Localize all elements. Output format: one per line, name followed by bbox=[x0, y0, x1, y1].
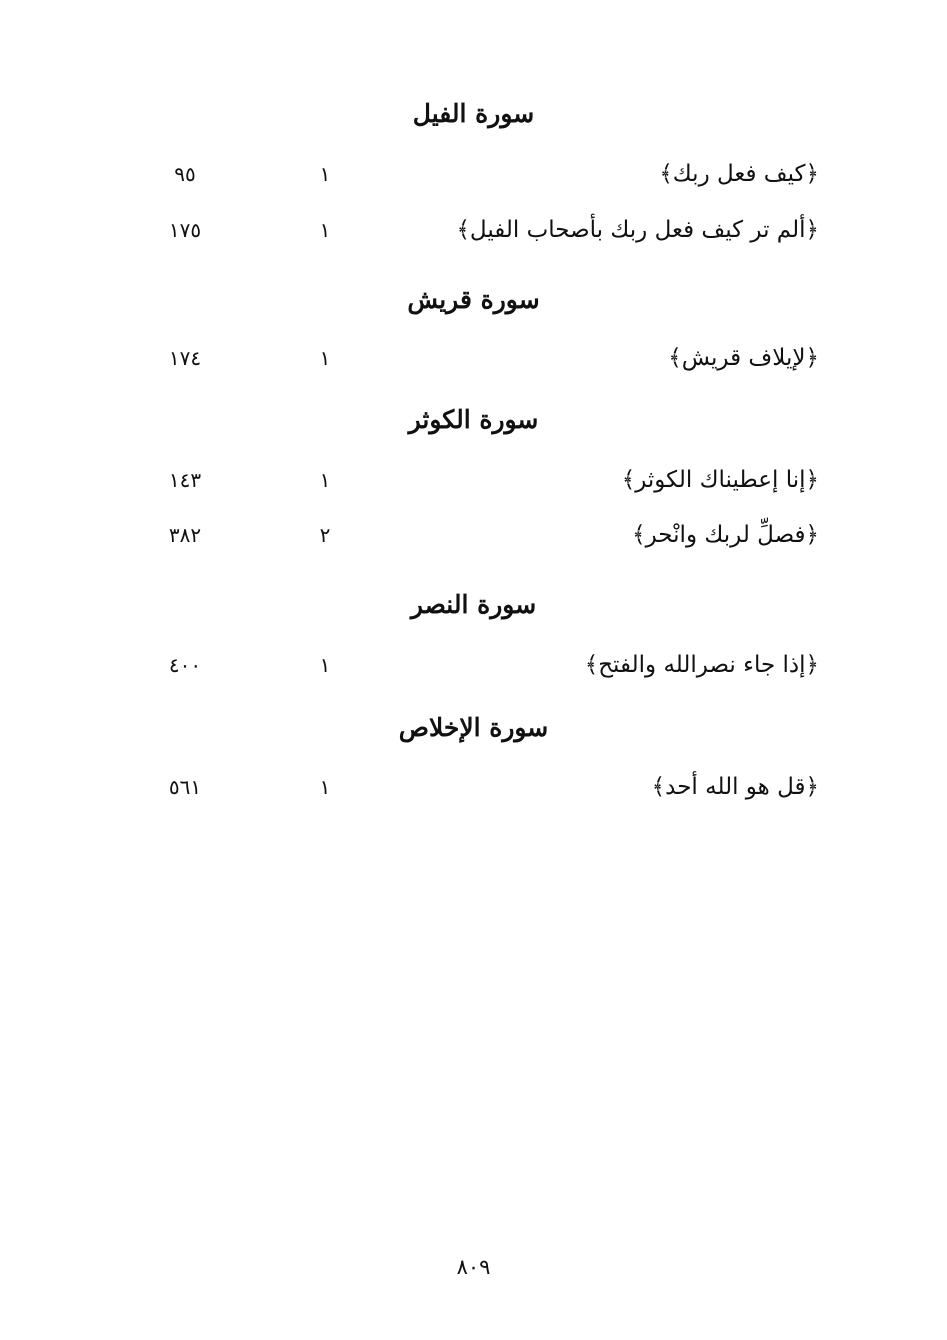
ayah-number: ١ bbox=[319, 346, 331, 370]
surah-title-al-fil: سورة الفيل bbox=[412, 99, 535, 128]
page-reference: ٥٦١ bbox=[168, 775, 202, 799]
page-reference: ١٤٣ bbox=[168, 468, 202, 492]
index-entry bbox=[0, 210, 947, 250]
page-reference: ٤٠٠ bbox=[168, 653, 202, 677]
index-entry bbox=[0, 645, 947, 685]
verse-text: ﴿فصلِّ لربك وانْحر﴾ bbox=[632, 522, 819, 548]
verse-text: ﴿إذا جاء نصرالله والفتح﴾ bbox=[584, 652, 819, 678]
index-entry bbox=[0, 338, 947, 378]
page-reference: ٩٥ bbox=[174, 162, 196, 186]
ayah-number: ١ bbox=[319, 162, 331, 186]
verse-text: ﴿لإيلاف قريش﴾ bbox=[668, 345, 819, 371]
surah-title-al-ikhlas: سورة الإخلاص bbox=[398, 713, 549, 742]
ayah-number: ٢ bbox=[319, 523, 331, 547]
verse-text: ﴿إنا إعطيناك الكوثر﴾ bbox=[621, 467, 819, 493]
page-reference: ١٧٤ bbox=[168, 346, 202, 370]
ayah-number: ١ bbox=[319, 468, 331, 492]
ayah-number: ١ bbox=[319, 653, 331, 677]
page-reference: ١٧٥ bbox=[168, 218, 202, 242]
index-entry bbox=[0, 767, 947, 807]
verse-text: ﴿ألم تر كيف فعل ربك بأصحاب الفيل﴾ bbox=[456, 217, 819, 243]
ayah-number: ١ bbox=[319, 775, 331, 799]
verse-text: ﴿كيف فعل ربك﴾ bbox=[659, 161, 819, 187]
page-number: ٨٠٩ bbox=[456, 1255, 491, 1279]
verse-text: ﴿قل هو الله أحد﴾ bbox=[651, 774, 819, 800]
ayah-number: ١ bbox=[319, 218, 331, 242]
surah-title-al-kawthar: سورة الكوثر bbox=[408, 405, 539, 434]
page-reference: ٣٨٢ bbox=[168, 523, 202, 547]
index-entry bbox=[0, 460, 947, 500]
surah-title-an-nasr: سورة النصر bbox=[410, 590, 537, 619]
index-entry bbox=[0, 154, 947, 194]
index-entry bbox=[0, 515, 947, 555]
surah-title-quraysh: سورة قريش bbox=[407, 285, 540, 314]
